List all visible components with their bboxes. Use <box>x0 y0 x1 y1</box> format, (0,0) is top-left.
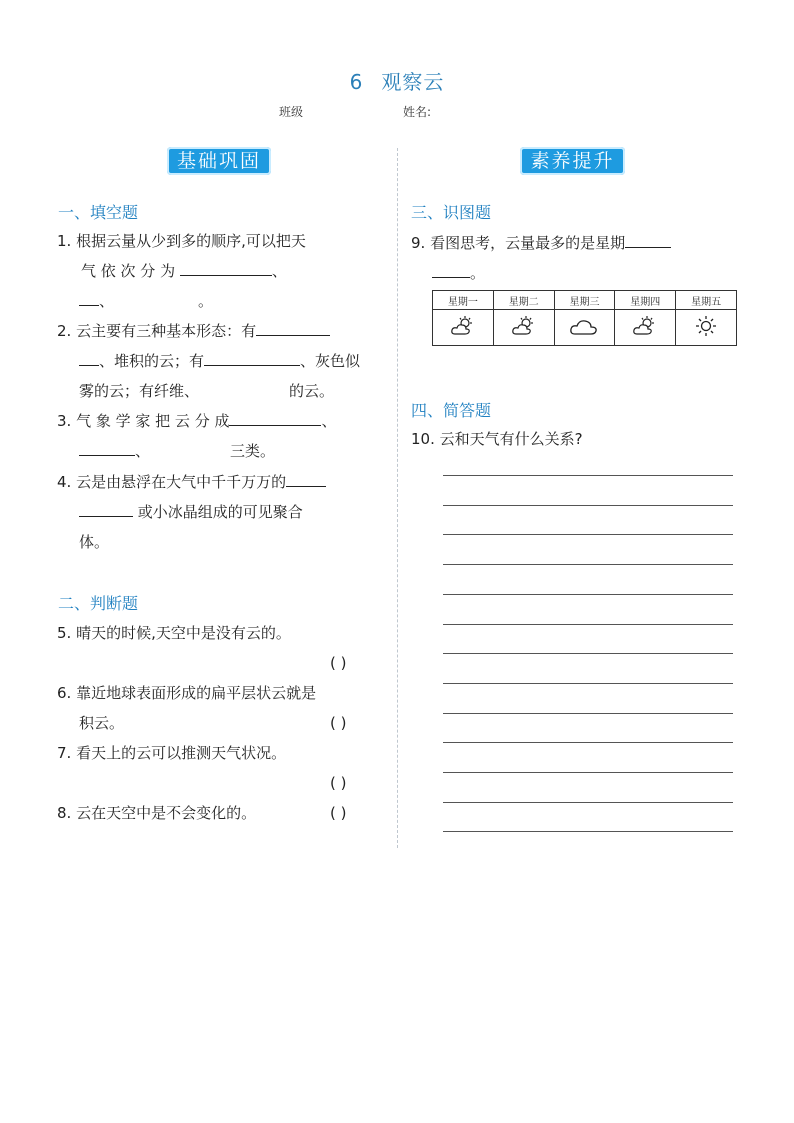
answer-line[interactable] <box>443 772 733 773</box>
q9-text: 9. 看图思考，云量最多的是星期 <box>411 234 626 252</box>
answer-blank[interactable] <box>180 259 272 276</box>
answer-paren[interactable]: ( ) <box>330 654 347 672</box>
answer-line[interactable] <box>443 713 733 714</box>
page-title <box>0 66 794 95</box>
answer-line[interactable] <box>443 742 733 743</box>
q1-end: 。 <box>198 292 214 310</box>
answer-line[interactable] <box>443 653 733 654</box>
lesson-number: 6 <box>349 70 364 94</box>
question-6-line2: 积云。 <box>79 714 125 732</box>
answer-line[interactable] <box>443 564 733 565</box>
q2-text: 的云。 <box>289 382 335 400</box>
banner-advanced: 素养提升 <box>520 147 625 175</box>
q1-sep: 、 <box>271 262 287 280</box>
column-divider <box>397 148 398 848</box>
cloud-icon <box>569 315 599 337</box>
q4-text: 4. 云是由悬浮在大气中千千万万的 <box>57 473 287 491</box>
q2-text: 雾的云；有纤维、 <box>79 382 200 400</box>
q4-text: 或小冰晶组成的可见聚合 <box>137 503 303 521</box>
partly-cloudy-icon <box>511 315 537 337</box>
day-header: 星期三 <box>554 291 615 310</box>
q3-text: 3. 气 象 学 家 把 云 分 成 <box>57 412 230 430</box>
answer-line[interactable] <box>443 683 733 684</box>
q2-text: 、堆积的云；有 <box>99 352 205 370</box>
answer-paren[interactable]: ( ) <box>330 804 347 822</box>
q3-sep: 、 <box>321 412 337 430</box>
answer-blank[interactable] <box>256 319 330 336</box>
answer-blank[interactable] <box>229 409 321 426</box>
answer-line[interactable] <box>443 475 733 476</box>
question-1-line2 <box>81 256 287 286</box>
question-4-line3: 体。 <box>79 533 110 551</box>
question-3-line2 <box>79 436 275 466</box>
day-header: 星期四 <box>615 291 676 310</box>
question-8: 8. 云在天空中是不会变化的。 <box>57 804 257 822</box>
answer-paren[interactable]: ( ) <box>330 774 347 792</box>
q9-end: 。 <box>470 264 486 282</box>
answer-blank[interactable] <box>286 470 326 487</box>
name-label: 姓名: <box>403 105 432 119</box>
answer-blank[interactable] <box>625 231 671 248</box>
answer-blank[interactable] <box>79 289 99 306</box>
answer-blank[interactable] <box>204 349 300 366</box>
answer-blank[interactable] <box>432 261 470 278</box>
question-1-line3 <box>79 286 213 316</box>
class-label: 班级 <box>279 105 304 119</box>
question-7: 7. 看天上的云可以推测天气状况。 <box>57 744 287 762</box>
q1-sep: 、 <box>99 292 115 310</box>
answer-blank[interactable] <box>79 500 133 517</box>
weather-table <box>432 290 737 346</box>
answer-line[interactable] <box>443 831 733 832</box>
question-10: 10. 云和天气有什么关系? <box>411 430 583 448</box>
partly-cloudy-icon <box>450 315 476 337</box>
answer-line[interactable] <box>443 534 733 535</box>
question-2-line3 <box>79 376 334 406</box>
day-header: 星期一 <box>433 291 494 310</box>
q2-text: 、灰色似 <box>300 352 361 370</box>
q2-text: 2. 云主要有三种基本形态：有 <box>57 322 257 340</box>
section-fill-blank: 一、填空题 <box>58 203 139 222</box>
answer-line[interactable] <box>443 505 733 506</box>
question-1-line1: 1. 根据云量从少到多的顺序,可以把天 <box>57 232 306 250</box>
banner-basic: 基础巩固 <box>167 147 271 175</box>
section-picture: 三、识图题 <box>411 203 492 222</box>
question-6-line1: 6. 靠近地球表面形成的扁平层状云就是 <box>57 684 317 702</box>
question-3-line1 <box>57 406 336 436</box>
sun-icon <box>695 315 717 337</box>
answer-paren[interactable]: ( ) <box>330 714 347 732</box>
answer-line[interactable] <box>443 802 733 803</box>
section-true-false: 二、判断题 <box>58 594 139 613</box>
question-2-line2 <box>79 346 360 376</box>
day-header: 星期二 <box>493 291 554 310</box>
q1-text: 气 依 次 分 为 <box>81 262 176 280</box>
question-5: 5. 晴天的时候,天空中是没有云的。 <box>57 624 291 642</box>
answer-blank[interactable] <box>79 439 135 456</box>
question-2-line1 <box>57 316 330 346</box>
lesson-title: 观察云 <box>381 70 445 94</box>
q3-text: 三类。 <box>230 442 276 460</box>
question-9-line2 <box>432 258 485 288</box>
section-short-answer: 四、简答题 <box>411 401 492 420</box>
answer-blank[interactable] <box>79 349 99 366</box>
day-header: 星期五 <box>676 291 737 310</box>
question-9-line1 <box>411 228 671 258</box>
q3-sep: 、 <box>135 442 151 460</box>
question-4-line2 <box>79 497 303 527</box>
question-4-line1 <box>57 467 326 497</box>
answer-line[interactable] <box>443 624 733 625</box>
partly-cloudy-icon <box>632 315 658 337</box>
answer-line[interactable] <box>443 594 733 595</box>
